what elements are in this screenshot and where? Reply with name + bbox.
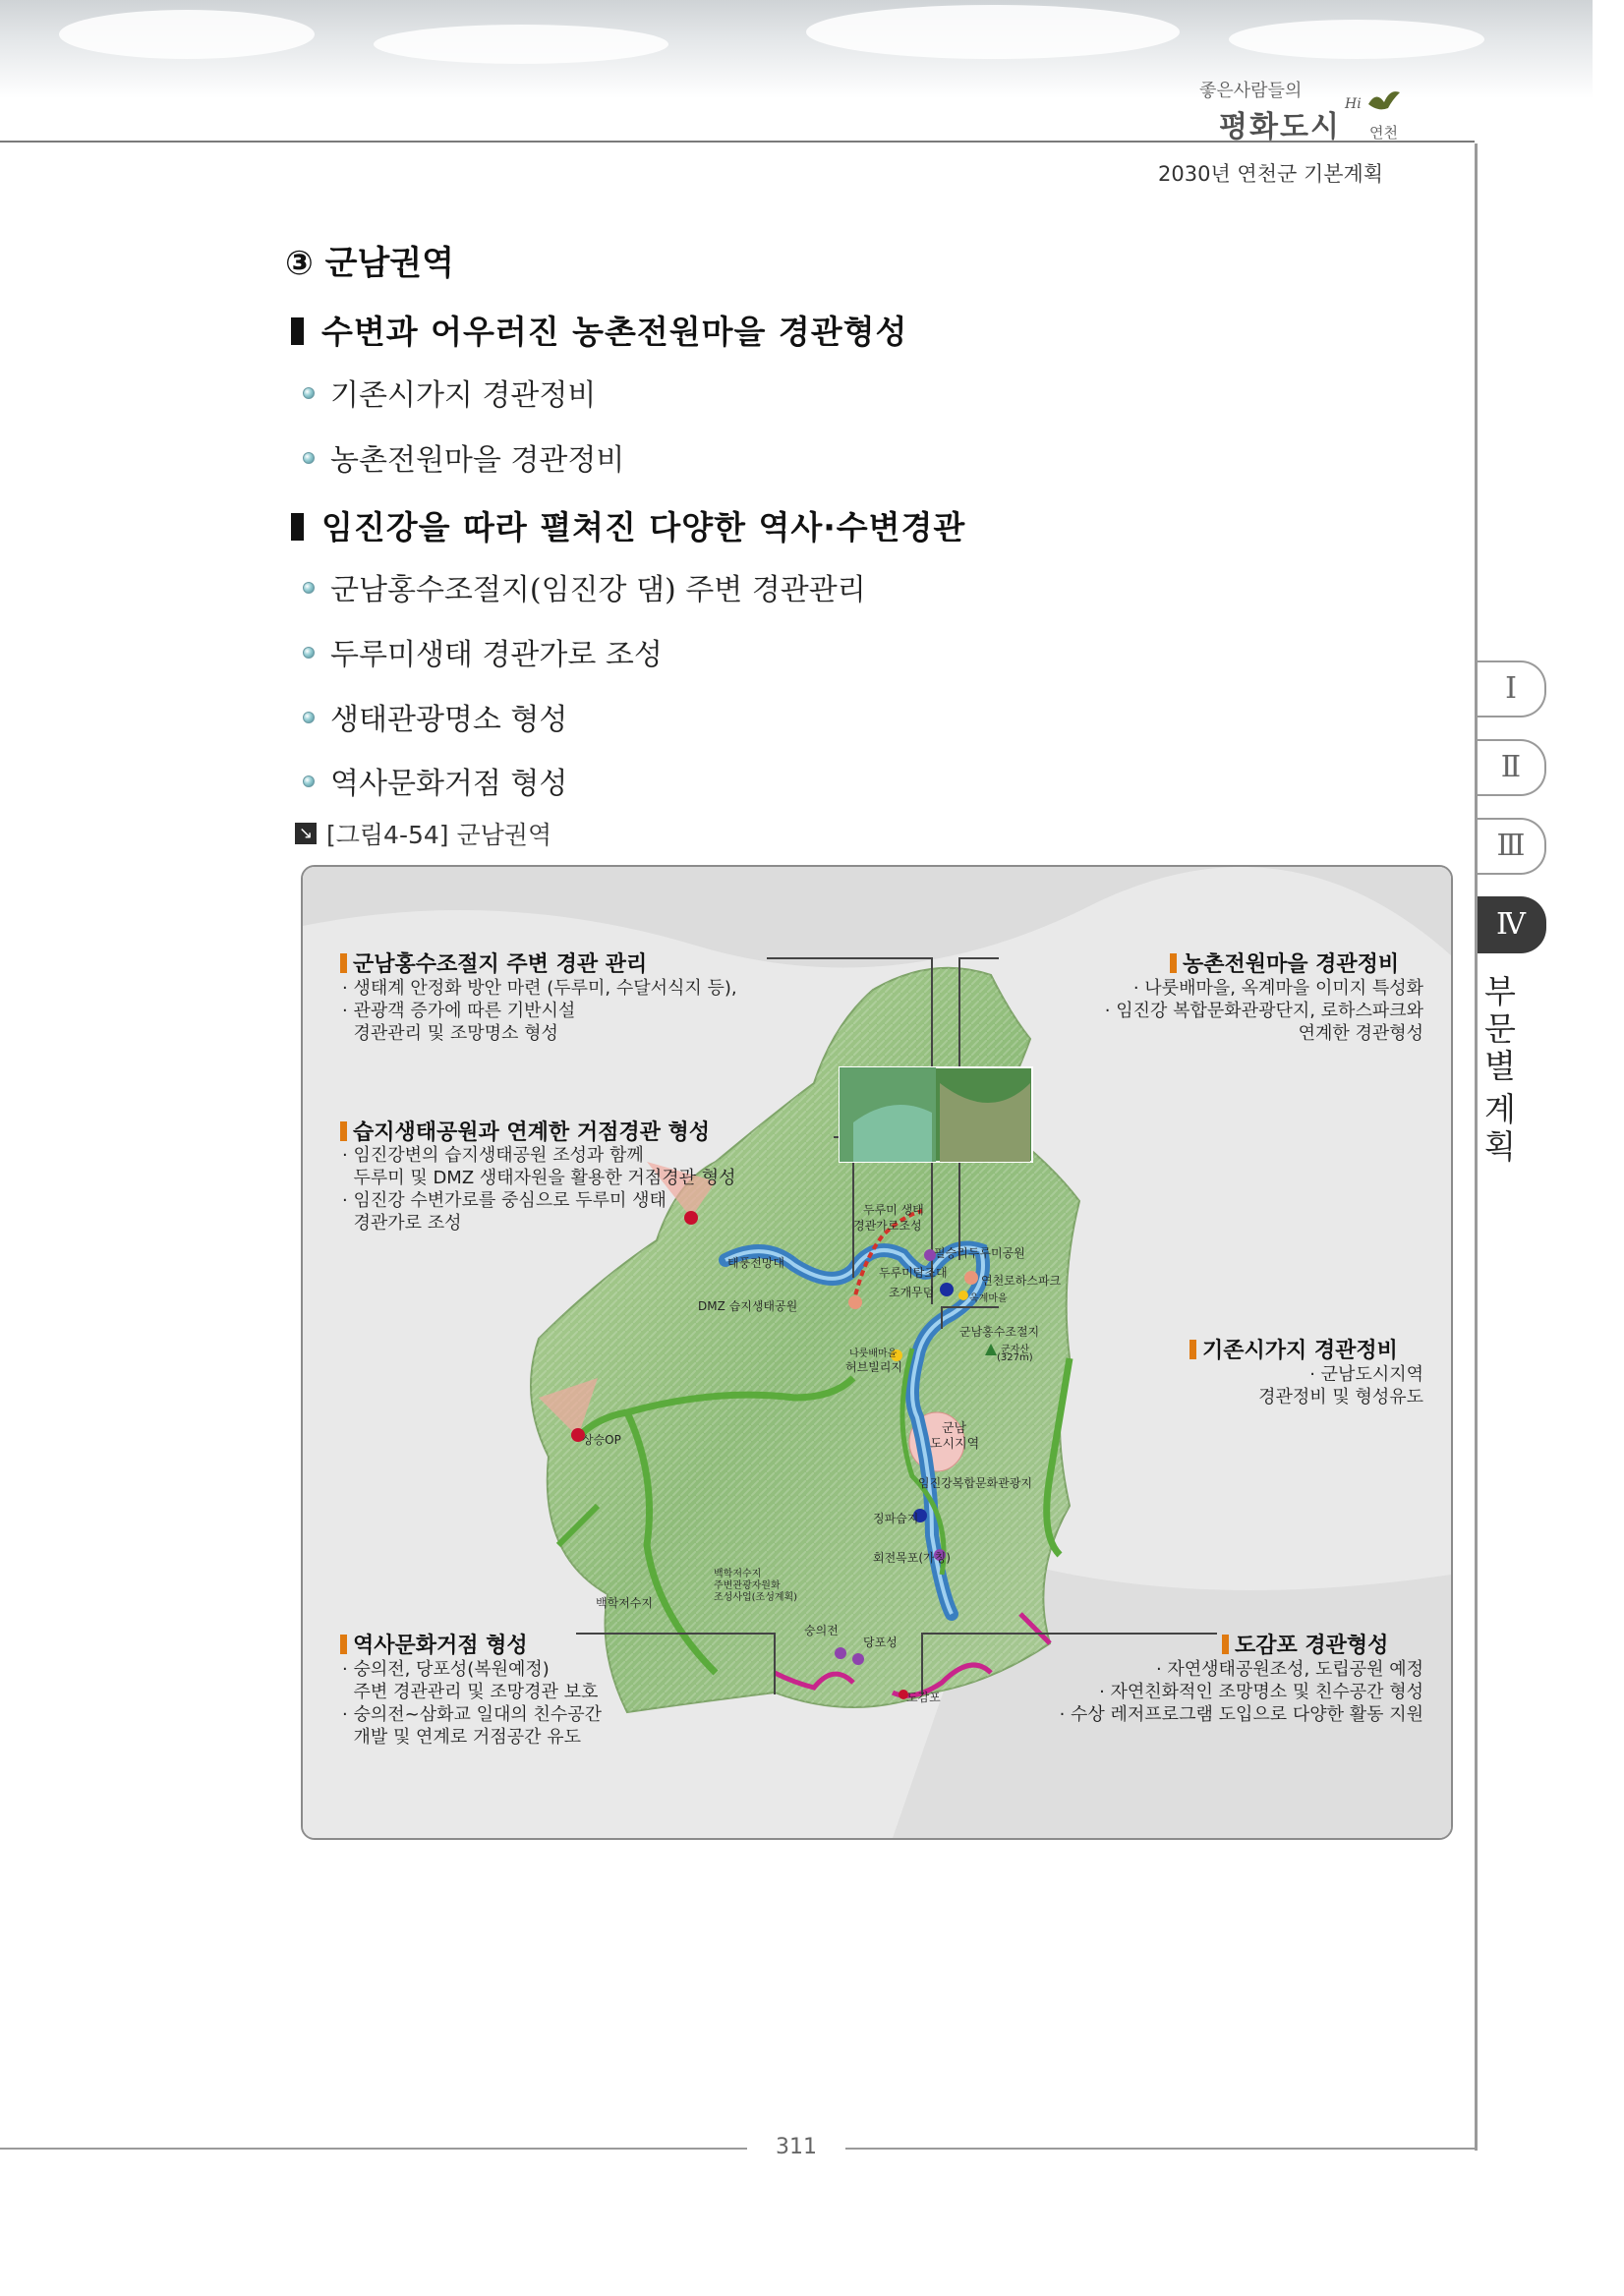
map-figure xyxy=(301,865,1453,1840)
annotation-title: 역사문화거점 형성 xyxy=(340,1629,528,1659)
annotation-line: 연계한 경관형성 xyxy=(1298,1023,1423,1044)
orange-marker-icon xyxy=(1189,1340,1196,1359)
map-label: 경관가로조성 xyxy=(853,1219,922,1233)
cloud-shape xyxy=(1229,20,1484,59)
annotation-line: · 숭의전~삼화교 일대의 친수공간 xyxy=(342,1704,603,1725)
map-label: DMZ 습지생태공원 xyxy=(698,1299,798,1313)
logo-hi: Hi xyxy=(1345,96,1362,112)
map-label: 임진강복합문화관광지 xyxy=(918,1476,1032,1490)
annotation-line: · 군남도시지역 xyxy=(1309,1364,1423,1385)
footer-divider xyxy=(845,2148,1477,2150)
bullet-item xyxy=(303,695,567,738)
arrow-box-icon: ↘ xyxy=(295,823,317,844)
bullet-item xyxy=(303,565,866,608)
map-label: 백학저수지 xyxy=(596,1596,653,1610)
annotation-line: 경관정비 및 형성유도 xyxy=(1258,1387,1423,1407)
bullet-item xyxy=(303,371,596,414)
annotation-line: · 수상 레저프로그램 도입으로 다양한 활동 지원 xyxy=(1059,1704,1423,1725)
annotation-line: · 자연친화적인 조망명소 및 친수공간 형성 xyxy=(1099,1682,1423,1702)
orange-marker-icon xyxy=(340,1121,347,1141)
logo-slogan: 좋은사람들의 xyxy=(1199,81,1303,101)
bullet-text: 두루미생태 경관가로 조성 xyxy=(330,638,663,672)
heading-text: 임진강을 따라 펼쳐진 다양한 역사·수변경관 xyxy=(321,508,966,546)
annotation-title: 습지생태공원과 연계한 거점경관 형성 xyxy=(340,1116,710,1146)
heading-text: 수변과 어우러진 농촌전원마을 경관형성 xyxy=(321,313,908,351)
map-label: 회전목포(가칭) xyxy=(873,1551,951,1565)
annotation-line: 주변 경관관리 및 조망경관 보호 xyxy=(342,1682,599,1702)
annotation-line: · 임진강변의 습지생태공원 조성과 함께 xyxy=(342,1145,644,1166)
tab-part-2[interactable]: Ⅱ xyxy=(1478,739,1546,796)
orange-marker-icon xyxy=(1222,1635,1229,1654)
bullet-dot-icon xyxy=(303,647,315,659)
bullet-item xyxy=(303,759,567,802)
figure-caption xyxy=(295,816,551,851)
map-label: 군남 xyxy=(942,1421,967,1436)
annotation-line: 개발 및 연계로 거점공간 유도 xyxy=(342,1727,581,1748)
orange-marker-icon xyxy=(1170,953,1177,973)
map-label: 연천로하스파크 xyxy=(981,1274,1062,1288)
bullet-dot-icon xyxy=(303,582,315,594)
chapter-vertical-label: 부 문 별 계 획 xyxy=(1484,972,1516,1166)
annotation-line: 두루미 및 DMZ 생태자원을 활용한 거점경관 형성 xyxy=(342,1168,736,1188)
annotation-line: · 나룻배마을, 옥계마을 이미지 특성화 xyxy=(1132,978,1423,999)
map-label: 군자산 xyxy=(1001,1345,1029,1355)
map-label: 필승리두루미공원 xyxy=(934,1246,1025,1260)
map-label: (327m) xyxy=(997,1352,1033,1363)
map-label: 조성사업(조성계획) xyxy=(714,1592,798,1603)
block-heading-2 xyxy=(291,502,965,548)
map-label: 주변관광자원화 xyxy=(714,1580,781,1591)
section-title: ③ 군남권역 xyxy=(285,244,454,283)
map-label: 도감포 xyxy=(906,1691,941,1704)
tab-part-3[interactable]: Ⅲ xyxy=(1478,818,1546,875)
map-label: 태풍전망대 xyxy=(727,1256,784,1270)
annotation-line: · 생태계 안정화 방안 마련 (두루미, 수달서식지 등), xyxy=(342,978,737,999)
map-label: 옥계마을 xyxy=(969,1293,1008,1304)
map-label: 당포성 xyxy=(863,1636,898,1649)
bullet-text: 생태관광명소 형성 xyxy=(330,703,568,737)
bullet-text: 군남홍수조절지(임진강 댐) 주변 경관관리 xyxy=(330,573,866,607)
cloud-shape xyxy=(374,25,668,64)
bullet-text: 농촌전원마을 경관정비 xyxy=(330,443,625,478)
bullet-item xyxy=(303,435,624,479)
bullet-dot-icon xyxy=(303,387,315,399)
annotation-line: 경관가로 조성 xyxy=(342,1213,462,1234)
tab-part-1[interactable]: Ⅰ xyxy=(1478,660,1546,718)
heading-bar-icon xyxy=(291,317,304,345)
city-logo xyxy=(1199,77,1406,150)
bullet-dot-icon xyxy=(303,452,315,464)
bullet-dot-icon xyxy=(303,775,315,787)
cloud-shape xyxy=(59,10,315,59)
bullet-text: 역사문화거점 형성 xyxy=(330,767,568,801)
page-number: 311 xyxy=(776,2135,817,2159)
map-label: 군남홍수조절지 xyxy=(959,1325,1040,1339)
logo-main: 평화도시 xyxy=(1219,110,1341,144)
bullet-item xyxy=(303,630,663,673)
caption-text: [그림4-54] 군남권역 xyxy=(326,821,552,849)
bullet-text: 기존시가지 경관정비 xyxy=(330,378,597,413)
map-label: 백학저수지 xyxy=(714,1569,762,1579)
bullet-dot-icon xyxy=(303,712,315,723)
map-label: 도시지역 xyxy=(930,1437,980,1452)
cloud-shape xyxy=(806,5,1180,59)
map-label: 숭의전 xyxy=(804,1624,839,1637)
map-label: 조개무덤 xyxy=(889,1286,935,1299)
annotation-title: 군남홍수조절지 주변 경관 관리 xyxy=(340,947,647,978)
tab-part-4[interactable]: Ⅳ xyxy=(1478,896,1546,953)
orange-marker-icon xyxy=(340,953,347,973)
heading-bar-icon xyxy=(291,513,304,541)
annotation-line: · 숭의전, 당포성(복원예정) xyxy=(342,1659,550,1680)
page-right-border xyxy=(1475,144,1478,2151)
annotation-line: 경관관리 및 조망명소 형성 xyxy=(342,1023,558,1044)
orange-marker-icon xyxy=(340,1635,347,1654)
bird-icon xyxy=(1366,86,1402,116)
annotation-title: 도감포 경관형성 xyxy=(1222,1629,1388,1659)
map-label: 징파습지 xyxy=(873,1512,919,1525)
annotation-line: · 임진강 복합문화관광단지, 로하스파크와 xyxy=(1104,1001,1423,1021)
block-heading-1 xyxy=(291,307,907,353)
footer-divider xyxy=(0,2148,747,2150)
annotation-title: 농촌전원마을 경관정비 xyxy=(1170,947,1399,978)
annotation-line: · 관광객 증가에 따른 기반시설 xyxy=(342,1001,576,1021)
map-label: 두루미탐조대 xyxy=(879,1266,948,1280)
annotation-line: · 자연생태공원조성, 도립공원 예정 xyxy=(1155,1659,1423,1680)
annotation-line: · 임진강 수변가로를 중심으로 두루미 생태 xyxy=(342,1190,667,1211)
map-label: 두루미 생태 xyxy=(863,1203,924,1217)
logo-city: 연천 xyxy=(1369,124,1398,142)
map-label: 허브빌리지 xyxy=(845,1360,902,1374)
map-label: 상승OP xyxy=(582,1433,621,1447)
annotation-title: 기존시가지 경관정비 xyxy=(1189,1334,1398,1364)
map-label: 나룻배마을 xyxy=(849,1349,898,1359)
document-subtitle: 2030년 연천군 기본계획 xyxy=(1158,162,1384,186)
